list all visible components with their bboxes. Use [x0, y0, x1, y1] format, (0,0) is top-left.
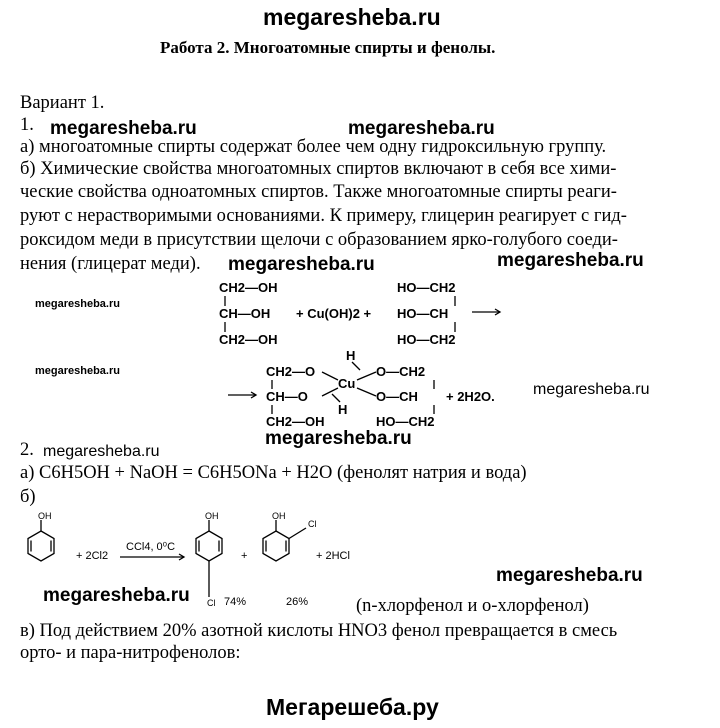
watermark: megaresheba.ru — [533, 381, 650, 398]
text-line: а) многоатомные спирты содержат более чем одну гидроксильную группу. — [20, 137, 607, 157]
watermark: megaresheba.ru — [35, 365, 120, 377]
page-title: Работа 2. Многоатомные спирты и фенолы. — [160, 38, 496, 57]
reaction-conditions: CCl4, 0⁰C — [126, 541, 176, 553]
benzene-ring — [263, 531, 289, 561]
section-2-number: 2. — [20, 440, 34, 460]
product-right-row: O—CH2 — [376, 364, 426, 379]
glycerol-right-row: HO—CH2 — [397, 280, 456, 295]
benzene-ring — [196, 531, 222, 561]
glycerol-row: CH2—OH — [219, 280, 278, 295]
reagent-chlorine: + 2Cl2 — [76, 550, 109, 562]
text-line: б) Химические свойства многоатомных спиртов включают в себя все хими- — [20, 159, 617, 179]
watermark: megaresheba.ru — [265, 428, 412, 449]
product-right-row: HO—CH2 — [376, 414, 435, 429]
benzene-ring — [28, 531, 54, 561]
text-line: а) C6H5OH + NaOH = C6H5ONa + H2O (фенолят натрия и вода) — [20, 463, 527, 483]
oh-group: OH — [205, 511, 219, 521]
glycerol-row: CH—OH — [219, 306, 271, 321]
bond — [322, 372, 338, 380]
byproduct-hcl: + 2HCl — [316, 550, 350, 562]
bond — [289, 528, 306, 539]
cl-group: Cl — [308, 519, 317, 529]
byproduct-water: + 2H2O. — [446, 389, 495, 404]
bond — [352, 362, 360, 370]
watermark: megaresheba.ru — [497, 250, 644, 271]
product-hydrogen: H — [338, 402, 348, 417]
product-left-row: CH2—O — [266, 364, 316, 379]
bond — [322, 388, 338, 396]
plus-sign: + — [241, 550, 248, 562]
oh-group: OH — [38, 511, 52, 521]
bond — [357, 388, 376, 396]
cl-group: Cl — [207, 598, 216, 608]
watermark: megaresheba.ru — [43, 585, 190, 606]
watermark: megaresheba.ru — [228, 254, 375, 275]
bond — [332, 394, 340, 402]
text-line: руют с нерастворимыми основаниями. К примеру, глицерин реагирует с гид- — [20, 206, 627, 226]
oh-group: OH — [272, 511, 286, 521]
glycerol-row: CH2—OH — [219, 332, 278, 347]
reagent-copper-hydroxide: + Cu(OH)2 + — [296, 306, 372, 321]
text-line: нения (глицерат меди). — [20, 254, 201, 274]
watermark: megaresheba.ru — [43, 443, 160, 460]
watermark: megaresheba.ru — [348, 118, 495, 139]
product-left-row: CH2—OH — [266, 414, 325, 429]
site-watermark-footer: Мегарешеба.ру — [266, 694, 439, 720]
product-hydrogen: H — [346, 348, 356, 363]
product-copper: Cu — [338, 376, 356, 391]
section-1-number: 1. — [20, 115, 34, 135]
bond — [357, 372, 376, 380]
variant-label: Вариант 1. — [20, 93, 105, 113]
site-watermark-header: megaresheba.ru — [263, 4, 441, 30]
glycerol-right-row: HO—CH — [397, 306, 449, 321]
watermark: megaresheba.ru — [496, 565, 643, 586]
text-line: в) Под действием 20% азотной кислоты HNO3 фенол превращается в смесь — [20, 621, 618, 641]
watermark: megaresheba.ru — [35, 298, 120, 310]
text-line: б) — [20, 487, 36, 507]
watermark: megaresheba.ru — [50, 118, 197, 139]
glycerol-right-row: HO—CH2 — [397, 332, 456, 347]
products-note: (n-хлорфенол и o-хлорфенол) — [356, 596, 589, 616]
text-line: орто- и пара-нитрофенолов: — [20, 643, 241, 663]
product-left-row: CH—O — [266, 389, 308, 404]
ortho-yield: 26% — [286, 596, 309, 608]
para-yield: 74% — [224, 596, 247, 608]
text-line: ческие свойства одноатомных спиртов. Также многоатомные спирты реаги- — [20, 182, 617, 202]
product-right-row: O—CH — [376, 389, 418, 404]
text-line: роксидом меди в присутствии щелочи с образованием ярко-голубого соеди- — [20, 230, 618, 250]
